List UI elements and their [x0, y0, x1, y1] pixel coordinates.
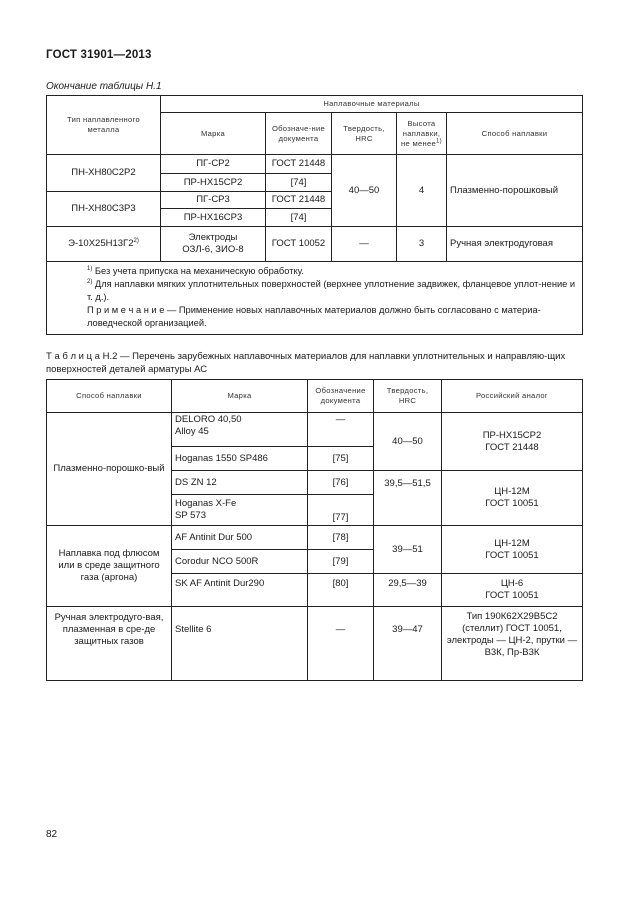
- g1-mark3-doc: [76]: [308, 471, 374, 495]
- row1-type: ПН-ХН80С2Р2: [47, 155, 161, 192]
- row1-mark2: ПР-НХ15СР2: [161, 174, 266, 192]
- table-h2: [46, 379, 583, 681]
- g1-mark3: DS ZN 12: [172, 471, 308, 495]
- g3-analog: Тип 190К62Х29В5С2 (стеллит) ГОСТ 10051, электроды — ЦН-2, прутки — В3К, Пр-В3К: [442, 607, 583, 681]
- g3-doc: —: [308, 607, 374, 681]
- header-method: Способ наплавки: [447, 113, 583, 155]
- row2-doc1: ГОСТ 21448: [266, 192, 332, 209]
- row1-mark1: ПГ-СР2: [161, 155, 266, 174]
- row2-mark2: ПР-НХ16СР3: [161, 209, 266, 227]
- row2-mark1: ПГ-СР3: [161, 192, 266, 209]
- t2-header-mark: Марка: [172, 380, 308, 413]
- g1-analog1: ПР-НХ15СР2 ГОСТ 21448: [442, 413, 583, 471]
- page-number: 82: [46, 829, 58, 840]
- g1-mark2-doc: [75]: [308, 447, 374, 471]
- g1-method: Плазменно-порошко-вый: [47, 413, 172, 526]
- table1-continuation-caption: Окончание таблицы Н.1: [46, 81, 162, 92]
- g3-mark: Stellite 6: [172, 607, 308, 681]
- g2-mark1-doc: [78]: [308, 526, 374, 550]
- g1-mark4: Hoganas X-Fe SP 573: [172, 495, 308, 526]
- header-doc: Обозначе-ние документа: [266, 113, 332, 155]
- g1-hardness2: 39,5—51,5: [374, 471, 442, 526]
- rows12-hardness: 40—50: [332, 155, 397, 227]
- row3-mark: Электроды ОЗЛ-6, ЗИО-8: [161, 227, 266, 262]
- row1-doc1: ГОСТ 21448: [266, 155, 332, 174]
- row3-method: Ручная электродуговая: [447, 227, 583, 262]
- g1-mark1: DELORO 40,50 Alloy 45: [172, 413, 308, 447]
- g2-mark1: AF Antinit Dur 500: [172, 526, 308, 550]
- table1-notes: [47, 262, 583, 335]
- table-h1: [46, 95, 583, 335]
- header-mark: Марка: [161, 113, 266, 155]
- g2-mark2: Corodur NCO 500R: [172, 550, 308, 574]
- g3-method: Ручная электродуго-вая, плазменная в сре-де защитных газов: [47, 607, 172, 681]
- row2-type: ПН-ХН80С3Р3: [47, 192, 161, 227]
- g2-analog1: ЦН-12М ГОСТ 10051: [442, 526, 583, 574]
- g2-hardness2: 29,5—39: [374, 574, 442, 607]
- g3-hardness: 39—47: [374, 607, 442, 681]
- g2-hardness1: 39—51: [374, 526, 442, 574]
- g2-analog2: ЦН-6 ГОСТ 10051: [442, 574, 583, 607]
- g2-method: Наплавка под флюсом или в среде защитного газа (аргона): [47, 526, 172, 607]
- standard-header: ГОСТ 31901—2013: [46, 49, 152, 61]
- row2-doc2: [74]: [266, 209, 332, 227]
- table2-title: Т а б л и ц а Н.2 — Перечень зарубежных наплавочных материалов для наплавки уплотнительных и направляю-щих поверхностей деталей арматуры АС: [46, 351, 566, 375]
- header-hardness: Твердость, HRC: [332, 113, 397, 155]
- row3-height: 3: [397, 227, 447, 262]
- note-2: $^{2)}$ Для наплавки мягких уплотнительных поверхностей (верхнее уплотнение задвижек, фланцевое уплот-нение и т. д.).: [87, 278, 576, 302]
- row3-doc: ГОСТ 10052: [266, 227, 332, 262]
- g1-mark4-doc: [77]: [308, 495, 374, 526]
- g1-mark2: Hoganas 1550 SP486: [172, 447, 308, 471]
- note-3: П р и м е ч а н и е — Применение новых наплавочных материалов должно быть согласовано с материа-ловедческой организацией.: [87, 305, 541, 328]
- g2-mark3-doc: [80]: [308, 574, 374, 607]
- g1-analog2: ЦН-12М ГОСТ 10051: [442, 471, 583, 526]
- rows12-height: 4: [397, 155, 447, 227]
- t2-header-analog: Российский аналог: [442, 380, 583, 413]
- g2-mark3: SK AF Antinit Dur290: [172, 574, 308, 607]
- header-height: Высота наплавки, не менее$^{1)}$: [397, 113, 447, 155]
- t2-header-doc: Обозначение документа: [308, 380, 374, 413]
- g2-mark2-doc: [79]: [308, 550, 374, 574]
- t2-header-method: Способ наплавки: [47, 380, 172, 413]
- header-type: Тип наплавленного металла: [47, 96, 161, 155]
- row1-doc2: [74]: [266, 174, 332, 192]
- rows12-method: Плазменно-порошковый: [447, 155, 583, 227]
- g1-hardness1: 40—50: [374, 413, 442, 471]
- header-materials-group: Наплавочные материалы: [161, 96, 583, 113]
- t2-header-hardness: Твердость, HRC: [374, 380, 442, 413]
- row3-type: Э-10Х25Н13Г2$^{2)}$: [47, 227, 161, 262]
- g1-mark1-doc: —: [308, 413, 374, 447]
- note-1: $^{1)}$ Без учета припуска на механическую обработку.: [87, 265, 304, 276]
- row3-hardness: —: [332, 227, 397, 262]
